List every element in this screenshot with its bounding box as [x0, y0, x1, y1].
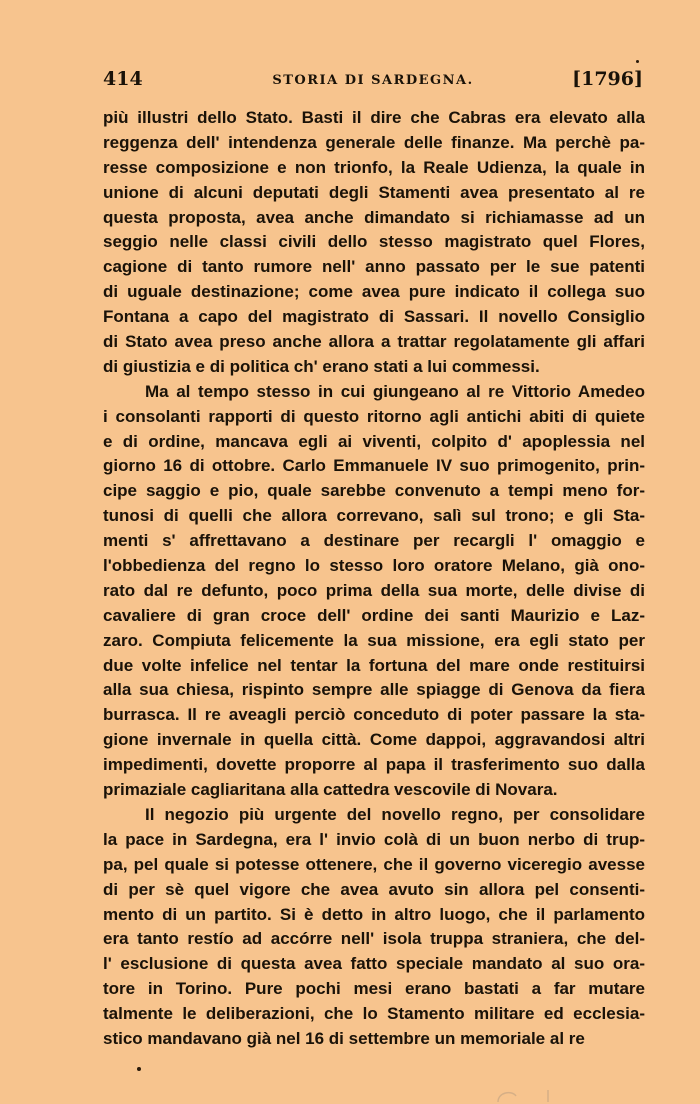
- text-line: i consolanti rapporti di questo ritorno agli antichi abiti di quiete: [103, 406, 645, 426]
- text-line: di uguale destinazione; come avea pure indicato il collega suo: [103, 282, 645, 302]
- text-line: alla sua chiesa, rispinto sempre alle spiagge di Genova da fiera: [103, 680, 645, 700]
- text-line: tore in Torino. Pure pochi mesi erano bastati a far mutare: [103, 979, 645, 999]
- text-line: zaro. Compiuta felicemente la sua missione, era egli stato per: [103, 630, 645, 650]
- text-line: due volte infelice nel tentar la fortuna del mare onde restituirsi: [103, 655, 645, 675]
- year-marker: [1796]: [572, 68, 643, 90]
- text-line: l' esclusione di questa avea fatto speciale mandato al suo ora-: [103, 954, 645, 974]
- text-line: Fontana a capo del magistrato di Sassari. Il novello Consiglio: [103, 307, 645, 327]
- page-number: 414: [103, 68, 143, 90]
- text-line: l'obbedienza del regno lo stesso loro oratore Melano, già ono-: [103, 556, 645, 576]
- text-line: primaziale cagliaritana alla cattedra vescovile di Novara.: [103, 780, 558, 800]
- text-line: Il negozio più urgente del novello regno, per consolidare: [145, 804, 645, 824]
- text-line: era tanto restío ad accórre nell' isola truppa straniera, che del-: [103, 929, 645, 949]
- paragraphs: [103, 106, 645, 1052]
- text-line: cagione di tanto rumore nell' anno passato per le sue patenti: [103, 257, 645, 277]
- text-line: tunosi di quelli che allora correvano, salì sul trono; e gli Sta-: [103, 506, 645, 526]
- text-line: di giustizia e di politica ch' erano stati a lui commessi.: [103, 356, 540, 376]
- text-line: giorno 16 di ottobre. Carlo Emmanuele IV suo primogenito, prin-: [103, 456, 645, 476]
- text-line: cipe saggio e pio, quale sarebbe convenuto a tempi meno for-: [103, 481, 645, 501]
- text-line: di Stato avea preso anche allora a trattar regolatamente gli affari: [103, 332, 645, 352]
- text-line: menti s' affrettavano a destinare per recargli l' omaggio e: [103, 531, 645, 551]
- running-title: STORIA DI SARDEGNA.: [272, 73, 474, 88]
- text-line: Ma al tempo stesso in cui giungeano al re Vittorio Amedeo: [145, 381, 645, 401]
- ink-speck: [137, 1067, 141, 1071]
- text-line: e di ordine, mancava egli ai viventi, colpito d' apoplessia nel: [103, 431, 645, 451]
- scan-watermark-icon: [490, 1086, 570, 1104]
- text-line: burrasca. Il re aveagli perciò conceduto di poter passare la sta-: [103, 705, 645, 725]
- text-line: di per sè quel vigore che avea avuto sin allora pel consenti-: [103, 879, 645, 899]
- page-header: [103, 68, 643, 98]
- text-line: questa proposta, avea anche dimandato si richiamasse ad un: [103, 207, 645, 227]
- text-line: reggenza dell' intendenza generale delle finanze. Ma perchè pa-: [103, 132, 645, 152]
- text-line: mento di un partito. Si è detto in altro luogo, che il parlamento: [103, 904, 645, 924]
- text-line: stico mandavano già nel 16 di settembre un memoriale al re: [103, 1028, 585, 1048]
- text-line: talmente le deliberazioni, che lo Stamento militare ed ecclesia-: [103, 1004, 645, 1024]
- text-line: unione di alcuni deputati degli Stamenti avea presentato al re: [103, 182, 645, 202]
- text-line: seggio nelle classi civili dello stesso magistrato quel Flores,: [103, 232, 645, 252]
- text-line: impedimenti, dovette proporre al papa il trasferimento suo dalla: [103, 755, 645, 775]
- text-line: più illustri dello Stato. Basti il dire che Cabras era elevato alla: [103, 108, 645, 127]
- text-line: resse composizione e non trionfo, la Reale Udienza, la quale in: [103, 157, 645, 177]
- text-line: pa, pel quale si potesse ottenere, che il governo viceregio avesse: [103, 854, 645, 874]
- text-line: cavaliere di gran croce dell' ordine dei santi Maurizio e Laz-: [103, 605, 645, 625]
- text-line: rato dal re defunto, poco prima della sua morte, delle divise di: [103, 580, 645, 600]
- text-line: la pace in Sardegna, era l' invio colà di un buon nerbo di trup-: [103, 829, 645, 849]
- text-line: gione invernale in quella città. Come dappoi, aggravandosi altri: [103, 730, 645, 750]
- body-text: [103, 106, 645, 1052]
- ink-speck: [636, 60, 639, 63]
